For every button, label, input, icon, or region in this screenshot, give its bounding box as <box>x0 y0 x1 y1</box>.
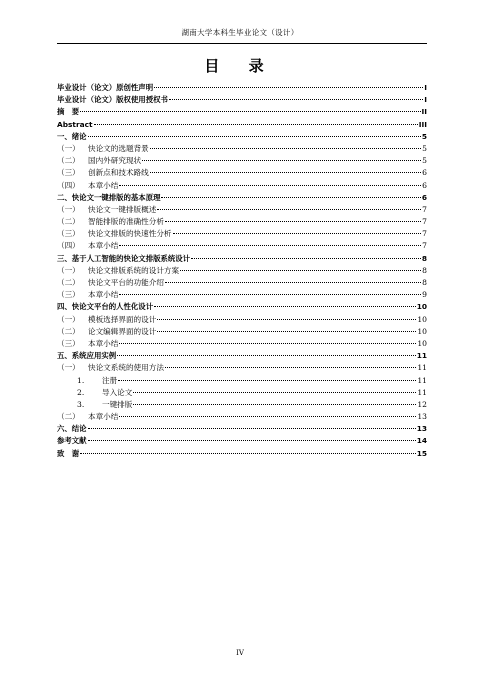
toc-entry-title <box>57 131 87 143</box>
toc-entry-title <box>57 435 87 447</box>
toc-entry-label: 二、快论文一键排版的基本原理 <box>57 192 161 202</box>
toc-entry[interactable] <box>57 338 427 350</box>
toc-entry[interactable] <box>57 240 427 252</box>
toc-entry-title <box>57 82 153 94</box>
toc-entry-page: 13 <box>416 424 427 434</box>
table-of-contents <box>57 82 427 460</box>
toc-leader-dots <box>142 159 421 161</box>
toc-entry[interactable] <box>57 228 427 240</box>
toc-entry[interactable] <box>57 350 427 362</box>
toc-leader-dots <box>80 110 420 112</box>
toc-entry[interactable] <box>57 301 427 313</box>
toc-entry[interactable] <box>57 362 427 374</box>
toc-entry-page: 5 <box>421 131 427 141</box>
toc-entry-page: 8 <box>421 253 427 263</box>
toc-entry-page: 7 <box>422 241 427 251</box>
toc-entry-label: 本章小结 <box>88 241 119 251</box>
toc-leader-dots <box>165 220 421 222</box>
toc-entry-number: （二） <box>57 217 80 227</box>
toc-entry-page: 11 <box>416 351 427 361</box>
toc-entry-label: 摘 要 <box>57 107 80 117</box>
toc-entry-label: 快论文的选题背景 <box>88 143 149 153</box>
toc-entry-page: 8 <box>422 278 427 287</box>
toc-leader-dots <box>173 232 422 234</box>
toc-entry-title <box>57 289 118 301</box>
toc-entry-number: （一） <box>57 363 80 373</box>
toc-entry[interactable] <box>57 289 427 301</box>
toc-leader-dots <box>150 147 421 149</box>
toc-entry-title <box>57 240 118 252</box>
toc-entry-number: （三） <box>57 168 80 178</box>
toc-entry-label: 毕业设计（论文）版权使用授权书 <box>57 95 168 105</box>
toc-title: 目 录 <box>204 57 276 75</box>
toc-entry-title <box>57 277 164 289</box>
toc-entry-title <box>57 167 149 179</box>
toc-entry-page: 10 <box>416 302 427 312</box>
toc-entry[interactable] <box>57 131 427 143</box>
toc-entry-number: （一） <box>57 204 80 214</box>
toc-leader-dots <box>88 439 416 441</box>
toc-entry-number: （二） <box>57 326 80 336</box>
toc-entry-page: 11 <box>417 363 427 373</box>
toc-leader-dots <box>133 403 416 405</box>
toc-entry[interactable] <box>57 167 427 179</box>
toc-leader-dots <box>80 452 416 454</box>
toc-entry-number: 1. <box>77 375 85 385</box>
toc-leader-dots <box>119 293 421 295</box>
toc-entry-title <box>57 423 87 435</box>
toc-entry-number: （四） <box>57 241 80 251</box>
toc-entry-number: （三） <box>57 229 80 239</box>
toc-entry[interactable] <box>57 216 427 228</box>
toc-entry-number: （一） <box>57 314 80 324</box>
toc-leader-dots <box>94 123 418 125</box>
toc-entry-page: 7 <box>422 229 427 239</box>
toc-entry[interactable] <box>57 155 427 167</box>
toc-leader-dots <box>157 330 416 332</box>
toc-entry-label: 快论文一键排版概述 <box>88 204 157 214</box>
toc-entry[interactable] <box>57 180 427 192</box>
toc-entry-title <box>57 411 118 423</box>
toc-entry-page: 10 <box>417 326 427 336</box>
toc-entry[interactable] <box>57 399 427 411</box>
toc-leader-dots <box>133 391 416 393</box>
toc-entry[interactable] <box>57 411 427 423</box>
toc-entry-title <box>57 338 118 350</box>
toc-entry[interactable] <box>57 387 427 399</box>
toc-entry[interactable] <box>57 82 427 94</box>
toc-entry-number: （一） <box>57 265 80 275</box>
toc-entry[interactable] <box>57 375 427 387</box>
toc-entry-title <box>57 119 93 131</box>
toc-entry-page: II <box>421 107 427 117</box>
toc-entry-title <box>57 399 132 411</box>
toc-entry-title <box>57 362 164 374</box>
toc-entry-label: 导入论文 <box>102 387 133 397</box>
toc-leader-dots <box>150 171 421 173</box>
toc-entry-title <box>57 94 168 106</box>
toc-entry-title <box>57 265 179 277</box>
toc-entry-page: 5 <box>422 143 427 153</box>
toc-entry-label: 快论文排版系统的设计方案 <box>88 265 180 275</box>
toc-entry-page: 11 <box>417 375 427 385</box>
toc-entry[interactable] <box>57 119 427 131</box>
toc-leader-dots <box>119 415 416 417</box>
toc-entry-page: 6 <box>422 168 427 178</box>
toc-entry-title <box>57 192 160 204</box>
toc-leader-dots <box>88 427 416 429</box>
header-rule <box>57 43 427 44</box>
toc-entry-title <box>57 155 141 167</box>
toc-entry-title <box>57 204 156 216</box>
toc-entry-page: III <box>418 119 427 129</box>
toc-entry-page: 6 <box>421 192 427 202</box>
toc-entry-label: 一、绪论 <box>57 131 87 141</box>
running-header: 湖南大学本科生毕业论文（设计） <box>181 28 299 37</box>
toc-entry-page: 14 <box>416 436 427 446</box>
toc-entry-label: 参考文献 <box>57 436 87 446</box>
toc-entry-label: 本章小结 <box>88 412 119 422</box>
toc-entry-label: 本章小结 <box>88 338 119 348</box>
toc-leader-dots <box>191 257 421 259</box>
toc-entry-label: 注册 <box>102 375 118 385</box>
toc-entry[interactable] <box>57 106 427 118</box>
toc-entry-number: 3. <box>77 399 85 409</box>
toc-leader-dots <box>154 86 423 88</box>
toc-entry-label: 六、结论 <box>57 424 87 434</box>
toc-entry-number: （一） <box>57 143 80 153</box>
toc-entry-number: （三） <box>57 290 80 300</box>
toc-entry[interactable] <box>57 314 427 326</box>
toc-entry-title <box>57 314 156 326</box>
toc-entry-page: 11 <box>417 387 427 397</box>
toc-entry-title <box>57 180 118 192</box>
toc-entry-label: Abstract <box>57 119 93 129</box>
toc-leader-dots <box>119 342 416 344</box>
toc-entry-label: 一键排版 <box>102 399 133 409</box>
toc-entry[interactable] <box>57 423 427 435</box>
toc-entry-title <box>57 448 79 460</box>
toc-entry-page: 12 <box>417 399 427 409</box>
toc-leader-dots <box>165 281 421 283</box>
toc-entry-number: （二） <box>57 412 80 422</box>
toc-entry[interactable] <box>57 94 427 106</box>
toc-entry-title <box>57 216 164 228</box>
toc-leader-dots <box>180 269 421 271</box>
toc-entry-title <box>57 350 116 362</box>
toc-leader-dots <box>157 318 416 320</box>
toc-entry-page: 6 <box>422 180 427 190</box>
toc-leader-dots <box>119 244 421 246</box>
toc-entry-number: （四） <box>57 180 80 190</box>
toc-entry[interactable] <box>57 435 427 447</box>
toc-entry-title <box>57 228 172 240</box>
toc-entry-page: 10 <box>417 338 427 348</box>
toc-entry[interactable] <box>57 326 427 338</box>
toc-entry[interactable] <box>57 192 427 204</box>
toc-entry-number: （三） <box>57 338 80 348</box>
toc-entry[interactable] <box>57 448 427 460</box>
toc-entry-label: 论文编辑界面的设计 <box>88 326 157 336</box>
page-number: IV <box>236 649 244 657</box>
toc-entry-page: 10 <box>417 314 427 324</box>
toc-entry-title <box>57 143 149 155</box>
toc-entry-page: I <box>424 83 427 92</box>
toc-entry-label: 国内外研究现状 <box>88 156 142 166</box>
toc-leader-dots <box>165 366 416 368</box>
toc-entry-number: 2. <box>77 387 85 397</box>
toc-leader-dots <box>119 184 421 186</box>
toc-entry-title <box>57 375 117 387</box>
toc-entry[interactable] <box>57 204 427 216</box>
toc-entry[interactable] <box>57 277 427 289</box>
toc-entry-page: 9 <box>422 290 427 300</box>
toc-entry-number: （二） <box>57 278 80 287</box>
toc-entry-label: 模板选择界面的设计 <box>88 314 157 324</box>
toc-entry[interactable] <box>57 265 427 277</box>
toc-entry-page: 13 <box>417 412 427 422</box>
toc-entry-label: 快论文平台的功能介绍 <box>88 278 164 287</box>
toc-leader-dots <box>154 305 416 307</box>
toc-leader-dots <box>118 379 416 381</box>
toc-entry-number: （二） <box>57 156 80 166</box>
toc-entry[interactable] <box>57 253 427 265</box>
toc-entry-title <box>57 106 79 118</box>
toc-leader-dots <box>117 354 416 356</box>
toc-entry-label: 快论文排版的快速性分析 <box>88 229 172 239</box>
toc-leader-dots <box>157 208 421 210</box>
toc-leader-dots <box>169 98 423 100</box>
toc-leader-dots <box>88 135 421 137</box>
toc-entry-page: 7 <box>422 217 427 227</box>
toc-entry-label: 致 谢 <box>57 448 80 458</box>
toc-entry[interactable] <box>57 143 427 155</box>
toc-entry-page: 5 <box>422 156 427 166</box>
toc-entry-page: 7 <box>422 204 427 214</box>
toc-entry-label: 本章小结 <box>88 180 119 190</box>
toc-entry-label: 创新点和技术路线 <box>88 168 149 178</box>
toc-entry-title <box>57 253 190 265</box>
toc-entry-page: 8 <box>422 265 427 275</box>
toc-entry-label: 毕业设计（论文）原创性声明 <box>57 83 154 92</box>
toc-entry-label: 本章小结 <box>88 290 119 300</box>
toc-entry-label: 智能排版的准确性分析 <box>88 217 164 227</box>
toc-leader-dots <box>161 196 420 198</box>
toc-entry-label: 四、快论文平台的人性化设计 <box>57 302 154 312</box>
toc-entry-label: 快论文系统的使用方法 <box>88 363 164 373</box>
toc-entry-title <box>57 326 156 338</box>
toc-entry-label: 五、系统应用实例 <box>57 351 117 361</box>
toc-entry-title <box>57 387 132 399</box>
toc-entry-page: 15 <box>416 448 427 458</box>
toc-entry-label: 三、基于人工智能的快论文排版系统设计 <box>57 253 191 263</box>
toc-entry-title <box>57 301 153 313</box>
toc-entry-page: I <box>424 95 427 105</box>
